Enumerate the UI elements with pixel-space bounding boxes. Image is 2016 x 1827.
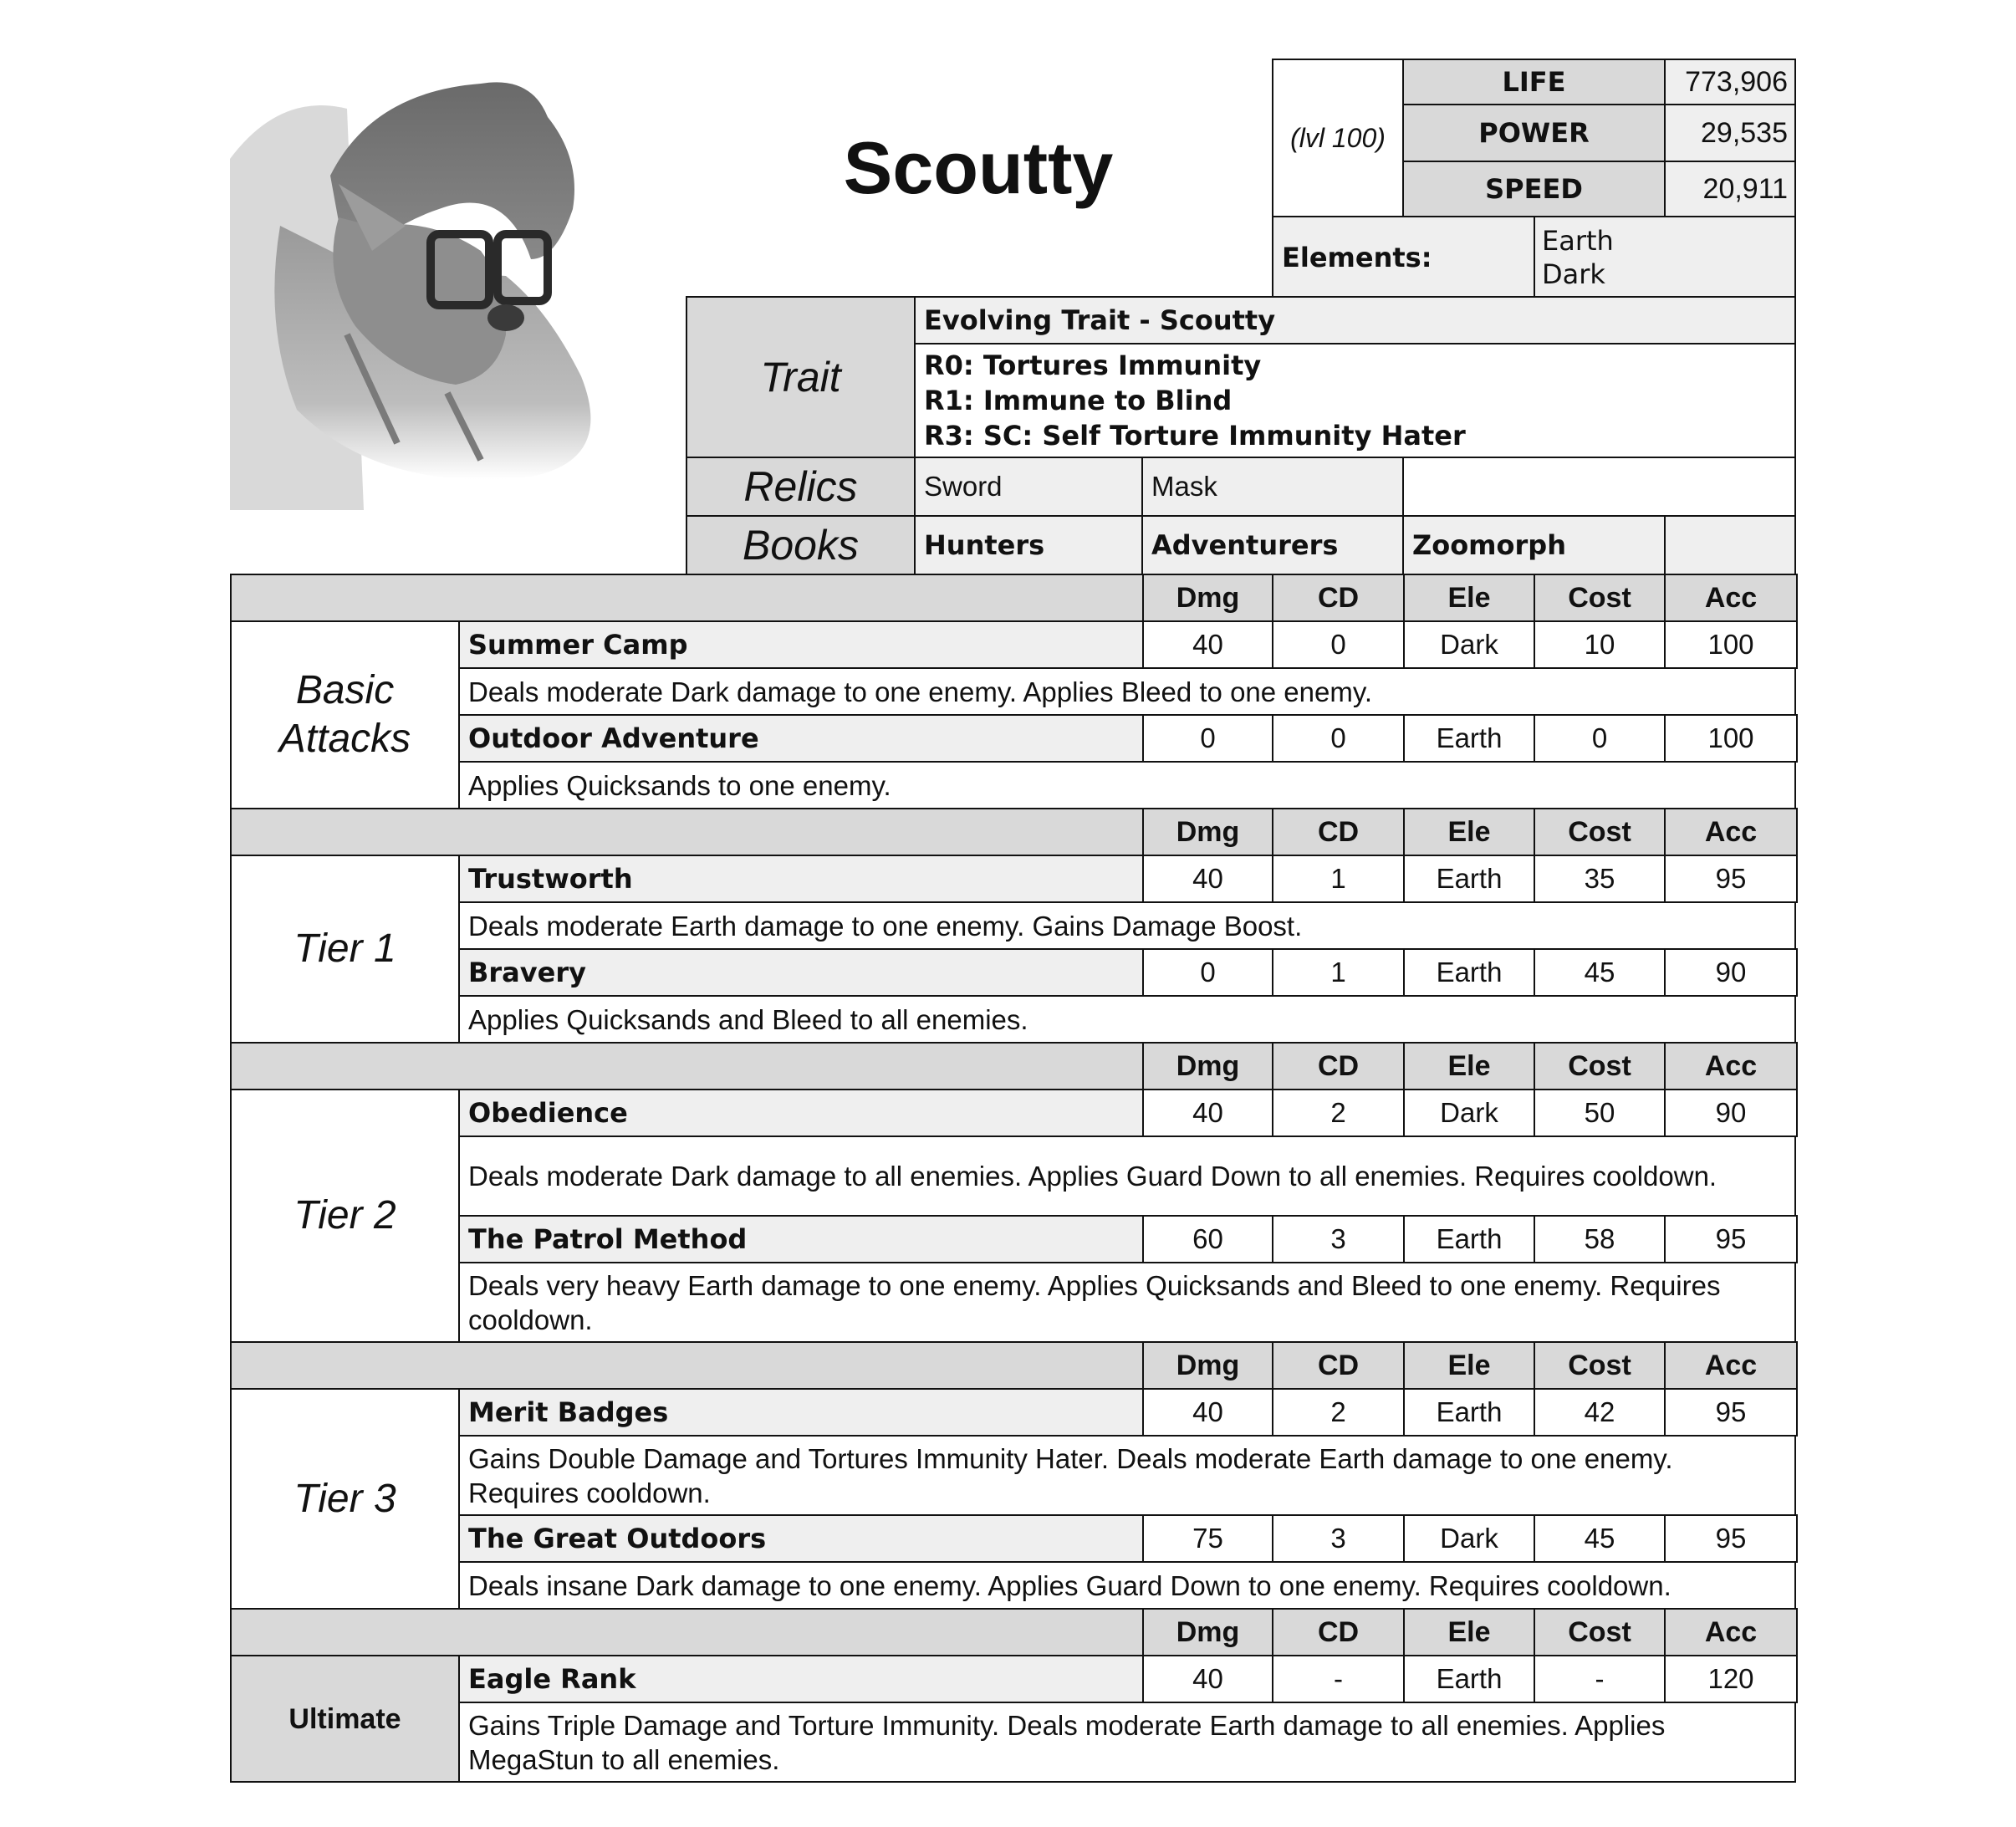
skill-dmg: 40 xyxy=(1142,855,1273,903)
skill-dmg: 0 xyxy=(1142,714,1273,763)
skill-cd: 3 xyxy=(1272,1215,1405,1263)
skill-acc: 95 xyxy=(1664,855,1798,903)
skill-cd: 2 xyxy=(1272,1089,1405,1137)
skill-cd: 3 xyxy=(1272,1514,1405,1563)
skill-name: Trustworth xyxy=(458,855,1144,903)
skill-name: Eagle Rank xyxy=(458,1655,1144,1703)
element-value: Earth xyxy=(1542,225,1614,257)
skill-acc: 120 xyxy=(1664,1655,1798,1703)
skill-acc: 90 xyxy=(1664,948,1798,997)
skill-ele: Earth xyxy=(1403,948,1535,997)
relics-label: Relics xyxy=(686,457,916,517)
column-header-cost: Cost xyxy=(1534,808,1666,856)
column-header-ele: Ele xyxy=(1403,574,1535,622)
element-value: Dark xyxy=(1542,258,1605,290)
trait-ranks xyxy=(914,343,1796,458)
skill-description: Gains Double Damage and Tortures Immunity Hater. Deals moderate Earth damage to one enemy. Requires cooldown. xyxy=(458,1435,1796,1516)
stat-value-speed: 20,911 xyxy=(1664,161,1796,217)
column-header-cost: Cost xyxy=(1534,1042,1666,1090)
section-header-blank xyxy=(230,808,1144,856)
elements-label: Elements: xyxy=(1272,216,1535,299)
skill-dmg: 40 xyxy=(1142,1388,1273,1437)
skill-name: Bravery xyxy=(458,948,1144,997)
section-header-blank xyxy=(230,574,1144,622)
column-header-ele: Ele xyxy=(1403,1042,1535,1090)
skill-cost: 35 xyxy=(1534,855,1666,903)
skill-description: Applies Quicksands and Bleed to all enemies. xyxy=(458,995,1796,1044)
hero-portrait-icon xyxy=(230,59,681,510)
skill-acc: 95 xyxy=(1664,1514,1798,1563)
skill-description: Deals very heavy Earth damage to one enemy. Applies Quicksands and Bleed to one enemy. Requires cooldown. xyxy=(458,1262,1796,1343)
hero-portrait xyxy=(230,59,681,510)
skill-cd: 0 xyxy=(1272,620,1405,669)
skill-acc: 95 xyxy=(1664,1215,1798,1263)
skill-description: Applies Quicksands to one enemy. xyxy=(458,761,1796,809)
skill-cost: 45 xyxy=(1534,1514,1666,1563)
skill-cost: 50 xyxy=(1534,1089,1666,1137)
column-header-cd: CD xyxy=(1272,1341,1405,1390)
column-header-ele: Ele xyxy=(1403,808,1535,856)
column-header-cd: CD xyxy=(1272,808,1405,856)
skill-ele: Earth xyxy=(1403,855,1535,903)
column-header-ele: Ele xyxy=(1403,1608,1535,1656)
skill-cd: 2 xyxy=(1272,1388,1405,1437)
skill-ele: Earth xyxy=(1403,1388,1535,1437)
skill-ele: Dark xyxy=(1403,1514,1535,1563)
skill-description: Gains Triple Damage and Torture Immunity. Deals moderate Earth damage to all enemies. Applies MegaStun to all enemies. xyxy=(458,1702,1796,1783)
skill-cost: - xyxy=(1534,1655,1666,1703)
column-header-acc: Acc xyxy=(1664,1042,1798,1090)
column-header-acc: Acc xyxy=(1664,808,1798,856)
skill-cd: 1 xyxy=(1272,948,1405,997)
trait-title: Evolving Trait - Scoutty xyxy=(914,296,1796,344)
section-label: Basic Attacks xyxy=(230,620,460,809)
skill-description: Deals moderate Dark damage to one enemy. Applies Bleed to one enemy. xyxy=(458,667,1796,716)
section-label: Ultimate xyxy=(230,1655,460,1783)
skill-ele: Earth xyxy=(1403,714,1535,763)
trait-label: Trait xyxy=(686,296,916,458)
skill-cd: 0 xyxy=(1272,714,1405,763)
skill-name: The Patrol Method xyxy=(458,1215,1144,1263)
section-header-blank xyxy=(230,1608,1144,1656)
stat-label-life: LIFE xyxy=(1402,59,1666,105)
relic-item: Sword xyxy=(914,457,1143,517)
column-header-dmg: Dmg xyxy=(1142,1341,1273,1390)
skill-name: Outdoor Adventure xyxy=(458,714,1144,763)
column-header-cost: Cost xyxy=(1534,1608,1666,1656)
skill-acc: 95 xyxy=(1664,1388,1798,1437)
relic-item: Mask xyxy=(1141,457,1404,517)
trait-rank: R1: Immune to Blind xyxy=(924,385,1233,416)
skill-name: Merit Badges xyxy=(458,1388,1144,1437)
hero-name: Scoutty xyxy=(843,126,1114,209)
column-header-dmg: Dmg xyxy=(1142,1608,1273,1656)
stat-value-power: 29,535 xyxy=(1664,104,1796,162)
skill-cost: 10 xyxy=(1534,620,1666,669)
book-empty-slot xyxy=(1664,515,1796,575)
skill-ele: Dark xyxy=(1403,620,1535,669)
books-label: Books xyxy=(686,515,916,575)
skill-dmg: 60 xyxy=(1142,1215,1273,1263)
skill-ele: Earth xyxy=(1403,1215,1535,1263)
skill-description: Deals insane Dark damage to one enemy. Applies Guard Down to one enemy. Requires cooldown. xyxy=(458,1561,1796,1610)
skill-cost: 42 xyxy=(1534,1388,1666,1437)
column-header-dmg: Dmg xyxy=(1142,808,1273,856)
section-label: Tier 2 xyxy=(230,1089,460,1343)
skill-dmg: 75 xyxy=(1142,1514,1273,1563)
trait-rank: R3: SC: Self Torture Immunity Hater xyxy=(924,420,1466,452)
section-label: Tier 1 xyxy=(230,855,460,1044)
skill-dmg: 40 xyxy=(1142,1655,1273,1703)
skill-ele: Dark xyxy=(1403,1089,1535,1137)
skill-dmg: 0 xyxy=(1142,948,1273,997)
skill-description: Deals moderate Dark damage to all enemies. Applies Guard Down to all enemies. Requires cooldown. xyxy=(458,1135,1796,1217)
book-item: Hunters xyxy=(914,515,1143,575)
skill-dmg: 40 xyxy=(1142,620,1273,669)
skill-acc: 100 xyxy=(1664,620,1798,669)
stat-value-life: 773,906 xyxy=(1664,59,1796,105)
skill-dmg: 40 xyxy=(1142,1089,1273,1137)
column-header-cd: CD xyxy=(1272,1608,1405,1656)
column-header-acc: Acc xyxy=(1664,1608,1798,1656)
skill-name: Obedience xyxy=(458,1089,1144,1137)
relic-empty-slot xyxy=(1402,457,1796,517)
skill-cost: 45 xyxy=(1534,948,1666,997)
book-item: Zoomorph xyxy=(1402,515,1666,575)
column-header-cost: Cost xyxy=(1534,1341,1666,1390)
stat-label-power: POWER xyxy=(1402,104,1666,162)
skill-acc: 100 xyxy=(1664,714,1798,763)
column-header-acc: Acc xyxy=(1664,574,1798,622)
section-header-blank xyxy=(230,1341,1144,1390)
elements-values xyxy=(1534,216,1796,299)
skill-ele: Earth xyxy=(1403,1655,1535,1703)
skill-acc: 90 xyxy=(1664,1089,1798,1137)
skill-cost: 0 xyxy=(1534,714,1666,763)
stat-label-speed: SPEED xyxy=(1402,161,1666,217)
book-item: Adventurers xyxy=(1141,515,1404,575)
trait-rank: R0: Tortures Immunity xyxy=(924,350,1262,381)
skill-description: Deals moderate Earth damage to one enemy. Gains Damage Boost. xyxy=(458,901,1796,950)
column-header-cd: CD xyxy=(1272,1042,1405,1090)
skill-cd: - xyxy=(1272,1655,1405,1703)
hero-level: (lvl 100) xyxy=(1272,59,1404,217)
skill-name: The Great Outdoors xyxy=(458,1514,1144,1563)
column-header-cd: CD xyxy=(1272,574,1405,622)
section-header-blank xyxy=(230,1042,1144,1090)
column-header-dmg: Dmg xyxy=(1142,574,1273,622)
skill-cost: 58 xyxy=(1534,1215,1666,1263)
column-header-cost: Cost xyxy=(1534,574,1666,622)
column-header-acc: Acc xyxy=(1664,1341,1798,1390)
skill-name: Summer Camp xyxy=(458,620,1144,669)
skill-cd: 1 xyxy=(1272,855,1405,903)
column-header-ele: Ele xyxy=(1403,1341,1535,1390)
section-label: Tier 3 xyxy=(230,1388,460,1610)
column-header-dmg: Dmg xyxy=(1142,1042,1273,1090)
